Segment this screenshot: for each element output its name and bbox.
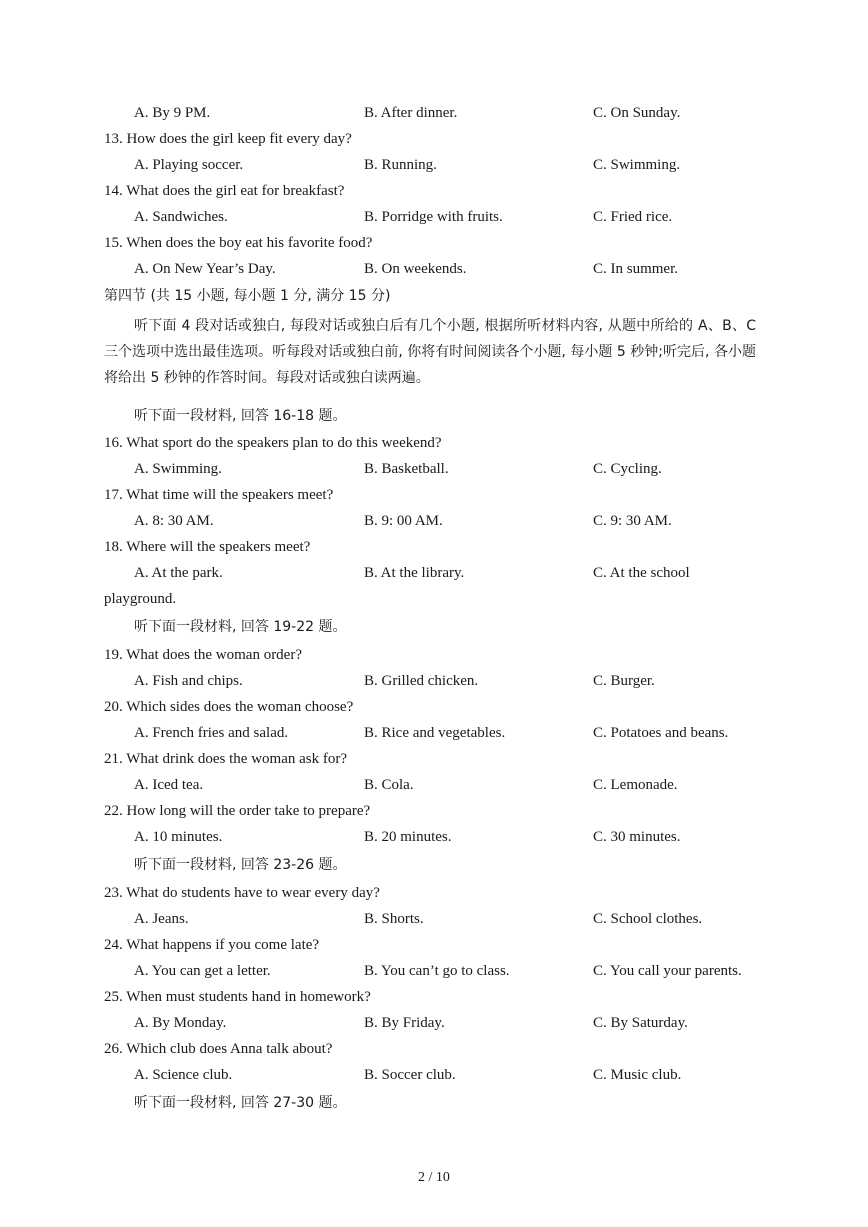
- option-a: A. Fish and chips.: [134, 673, 243, 689]
- option-a: A. Iced tea.: [134, 777, 204, 793]
- option-c: C. On Sunday.: [593, 105, 681, 121]
- q16: [0, 430, 868, 456]
- q20: [0, 694, 868, 720]
- option-c: C. At the school: [593, 565, 690, 581]
- q21-options: [0, 772, 868, 798]
- option-a: A. Jeans.: [134, 911, 189, 927]
- option-c-continued: playground.: [104, 591, 177, 607]
- option-b: B. Basketball.: [364, 461, 449, 477]
- option-a: A. Science club.: [134, 1067, 233, 1083]
- option-c: C. You call your parents.: [593, 963, 742, 979]
- q20-options: [0, 720, 868, 746]
- option-c: C. 30 minutes.: [593, 829, 681, 845]
- q13-options: [0, 152, 868, 178]
- option-b: B. Cola.: [364, 777, 414, 793]
- option-b: B. You can’t go to class.: [364, 963, 510, 979]
- hint-27-30: [0, 1090, 868, 1116]
- option-c: C. 9: 30 AM.: [593, 513, 672, 529]
- option-b: B. Soccer club.: [364, 1067, 456, 1083]
- question-text: 25. When must students hand in homework?: [104, 989, 371, 1005]
- question-text: 22. How long will the order take to prepare?: [104, 803, 371, 819]
- q26: [0, 1036, 868, 1062]
- option-a: A. Swimming.: [134, 461, 222, 477]
- q23-options: [0, 906, 868, 932]
- option-a: A. Sandwiches.: [134, 209, 228, 225]
- q14-options: [0, 204, 868, 230]
- question-text: 24. What happens if you come late?: [104, 937, 320, 953]
- option-c: C. Music club.: [593, 1067, 682, 1083]
- q15: [0, 230, 868, 256]
- section-instructions: 听下面 4 段对话或独白, 每段对话或独白后有几个小题, 根据所听材料内容, 从题中所给的 A、B、C 三个选项中选出最佳选项。听每段对话或独白前, 你将有时间阅读各个小题, 每小题 5 秒钟;听完后, 各小题将给出 5 秒钟的作答时间。每段对话或独白读两遍。: [104, 318, 756, 386]
- q24: [0, 932, 868, 958]
- option-c: C. Burger.: [593, 673, 655, 689]
- q19: [0, 642, 868, 668]
- question-text: 18. Where will the speakers meet?: [104, 539, 311, 555]
- q17: [0, 482, 868, 508]
- q16-options: [0, 456, 868, 482]
- option-a: A. By Monday.: [134, 1015, 227, 1031]
- q22: [0, 798, 868, 824]
- option-c: C. Fried rice.: [593, 209, 673, 225]
- option-a: A. 8: 30 AM.: [134, 513, 214, 529]
- question-text: 16. What sport do the speakers plan to do this weekend?: [104, 435, 442, 451]
- question-text: 15. When does the boy eat his favorite food?: [104, 235, 373, 251]
- question-text: 26. Which club does Anna talk about?: [104, 1041, 333, 1057]
- option-c: C. Potatoes and beans.: [593, 725, 729, 741]
- option-c: C. Cycling.: [593, 461, 662, 477]
- option-c: C. School clothes.: [593, 911, 703, 927]
- option-b: B. Running.: [364, 157, 437, 173]
- option-c: C. In summer.: [593, 261, 678, 277]
- q13: [0, 126, 868, 152]
- q22-options: [0, 824, 868, 850]
- q26-options: [0, 1062, 868, 1088]
- q19-options: [0, 668, 868, 694]
- hint-text: 听下面一段材料, 回答 19-22 题。: [134, 619, 347, 635]
- section-title-text: 第四节 (共 15 小题, 每小题 1 分, 满分 15 分): [104, 288, 391, 304]
- option-b: B. Porridge with fruits.: [364, 209, 503, 225]
- q25: [0, 984, 868, 1010]
- q12-options: [0, 100, 868, 126]
- hint-19-22: [0, 614, 868, 640]
- option-b: B. Rice and vegetables.: [364, 725, 506, 741]
- q23: [0, 880, 868, 906]
- question-text: 20. Which sides does the woman choose?: [104, 699, 354, 715]
- option-c: C. By Saturday.: [593, 1015, 688, 1031]
- q24-options: [0, 958, 868, 984]
- hint-23-26: [0, 852, 868, 878]
- page-number: 2 / 10: [418, 1170, 450, 1185]
- hint-text: 听下面一段材料, 回答 27-30 题。: [134, 1095, 347, 1111]
- option-a: A. Playing soccer.: [134, 157, 244, 173]
- option-b: B. Grilled chicken.: [364, 673, 479, 689]
- q17-options: [0, 508, 868, 534]
- q15-options: [0, 256, 868, 282]
- option-b: B. After dinner.: [364, 105, 458, 121]
- option-b: B. At the library.: [364, 565, 465, 581]
- question-text: 17. What time will the speakers meet?: [104, 487, 334, 503]
- option-b: B. By Friday.: [364, 1015, 445, 1031]
- option-a: A. At the park.: [134, 565, 223, 581]
- section-title: [0, 283, 868, 309]
- q18-options: [0, 560, 868, 586]
- option-c: C. Lemonade.: [593, 777, 678, 793]
- question-text: 14. What does the girl eat for breakfast?: [104, 183, 345, 199]
- hint-text: 听下面一段材料, 回答 23-26 题。: [134, 857, 347, 873]
- q18: [0, 534, 868, 560]
- hint-text: 听下面一段材料, 回答 16-18 题。: [134, 408, 347, 424]
- option-b: B. 20 minutes.: [364, 829, 452, 845]
- option-a: A. 10 minutes.: [134, 829, 223, 845]
- option-a: A. French fries and salad.: [134, 725, 289, 741]
- option-a: A. You can get a letter.: [134, 963, 271, 979]
- question-text: 21. What drink does the woman ask for?: [104, 751, 347, 767]
- q18-option-c-wrap: [0, 586, 868, 612]
- question-text: 23. What do students have to wear every day?: [104, 885, 380, 901]
- option-c: C. Swimming.: [593, 157, 681, 173]
- option-a: A. By 9 PM.: [134, 105, 211, 121]
- q25-options: [0, 1010, 868, 1036]
- option-b: B. On weekends.: [364, 261, 467, 277]
- hint-16-18: [0, 403, 868, 429]
- option-a: A. On New Year’s Day.: [134, 261, 276, 277]
- option-b: B. Shorts.: [364, 911, 424, 927]
- q21: [0, 746, 868, 772]
- q14: [0, 178, 868, 204]
- question-text: 13. How does the girl keep fit every day?: [104, 131, 352, 147]
- question-text: 19. What does the woman order?: [104, 647, 302, 663]
- option-b: B. 9: 00 AM.: [364, 513, 443, 529]
